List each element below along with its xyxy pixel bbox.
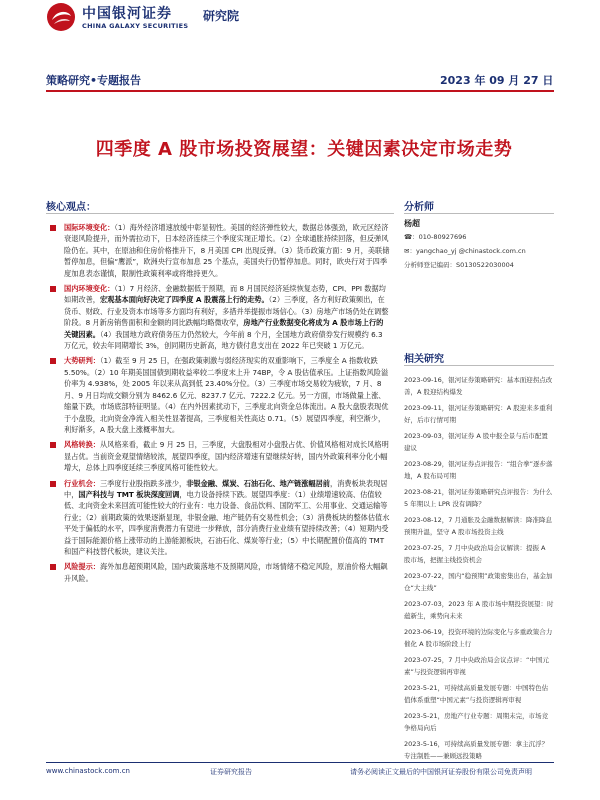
related-research-item[interactable]: 2023-07-25，7 月中央政治局会议点评：“中国元素”与投资逻辑再审视 — [404, 656, 549, 676]
core-view-segment: （1）7 月经济、金融数据低于预期，而 8 月国民经济延续恢复态势，CPI、PPI 数据均如期改善， — [64, 284, 386, 305]
related-rule — [404, 365, 554, 366]
core-view-item — [50, 222, 390, 279]
core-view-text — [64, 283, 390, 351]
footer-report-type: 证券研究报告 — [210, 768, 252, 776]
header-rule — [46, 90, 554, 92]
related-list — [404, 374, 554, 766]
core-view-segment: （2）三季度，各方利好政策频出，在货币、财政、行业及资本市场等多方面均有利好，多措并举提振市场信心。（3）房地产市场仍处在调整阶段。8 月新房销售面积和金额的同比跌幅均略微收窄， — [64, 295, 389, 328]
related-research-item[interactable]: 2023-07-03，2023 年 A 股市场中期投资展望：时蕴新生，乘势向未来 — [404, 600, 554, 620]
core-view-text — [64, 222, 390, 279]
related-research-item[interactable]: 2023-07-22，国内“稳预期”政策密集出台，基金加仓“大主线” — [404, 572, 553, 592]
core-view-item — [50, 478, 390, 558]
institute-label: 研究院 — [203, 9, 240, 23]
email-icon: ✉： — [404, 247, 416, 255]
core-view-item — [50, 439, 390, 473]
report-category: 策略研究•专题报告 — [46, 74, 142, 87]
analyst-email — [404, 246, 526, 256]
core-views-rule — [46, 213, 394, 214]
core-views-heading: 核心观点： — [46, 202, 96, 213]
related-research-item[interactable]: 2023-5-21，可持续高质量发展专题：中国特色估值体系重塑“中国元素”与投资逻辑再审视 — [404, 684, 549, 704]
core-view-highlight: 宏观基本面向好决定了四季度 A 股震荡上行的走势。 — [99, 295, 269, 305]
related-research-item[interactable]: 2023-08-12，7 月通胀及金融数据解读：降准降息预期升温，坚守 A 股市场投资主线 — [404, 516, 552, 536]
core-view-label: 大势研判： — [64, 356, 100, 366]
logo-chinese-name: 中国银河证券 — [82, 6, 172, 22]
bullet-icon — [50, 225, 56, 231]
core-view-label: 国际环境变化： — [64, 223, 115, 232]
core-view-label: 国内环境变化： — [64, 284, 115, 294]
core-view-text — [64, 478, 390, 558]
footer-rule — [46, 762, 554, 763]
related-research-item[interactable]: 2023-5-16，可持续高质量发展专题：拿主沉浮？专注制胜——兼顾远投策略 — [404, 740, 549, 760]
bullet-icon — [50, 481, 56, 487]
core-view-segment: 海外加息超预期风险，国内政策落地不及预期风险，市场情绪不稳定风险，原油价格大幅飙升风险。 — [64, 562, 388, 583]
related-research-item[interactable]: 2023-07-25，7 月中央政治局会议解读：提振 A 股市场，把握主线投资机会 — [404, 544, 546, 564]
related-research-item[interactable]: 2023-08-21，银河证券策略研究点评报告：为什么 5 年期以上 LPR 没有调降？ — [404, 488, 553, 508]
related-research-item[interactable]: 2023-09-11，银河证券策略研究：A 股迎来多重利好，后市行情可期 — [404, 404, 553, 424]
core-view-highlight: 国产科技与 TMT 板块深度回调 — [78, 489, 180, 499]
bullet-icon — [50, 564, 56, 570]
bullet-icon — [50, 286, 56, 292]
footer-website[interactable]: www.chinastock.com.cn — [46, 767, 130, 775]
core-view-label: 风格转换： — [64, 440, 100, 450]
related-research-item[interactable]: 2023-5-21，房地产行业专题：周期未完，市场竞争格局向后 — [404, 712, 549, 732]
related-research-item[interactable]: 2023-09-03，银河证券 A 股中报全景与后市配置建议 — [404, 432, 548, 452]
core-view-highlight: 非银金融、煤炭、石油石化、地产链涨幅居前 — [186, 478, 330, 488]
core-view-highlight: 房地产行业数据变化将成为 A 股市场上行的关键因素。 — [64, 318, 384, 339]
analyst-cert: 分析师登记编码：S0130522030004 — [404, 261, 514, 269]
core-view-segment: 从风格来看，截止 9 月 25 日，三季度，大盘股相对小盘股占优、价值风格相对成长风格明显占优。当前资金观望情绪较浓，展望四季度，国内经济增速有望继续好转，国内外政策利率分化小幅增大，总体上四季度延续三季度风格可能性较大。 — [64, 440, 389, 473]
core-view-item — [50, 355, 390, 435]
analyst-name: 杨超 — [404, 219, 420, 228]
analyst-email-text[interactable]: yangchao_yj @chinastock.com.cn — [415, 247, 526, 255]
logo — [46, 2, 76, 32]
core-view-label: 风险提示： — [64, 562, 100, 572]
galaxy-logo-icon — [46, 2, 76, 32]
analyst-phone: ☎：010-80927696 — [404, 233, 467, 241]
related-research-item[interactable]: 2023-08-29，银河证券点评报告：“组合拳”逐步落地，A 股布局可期 — [404, 460, 553, 480]
core-view-text — [64, 561, 390, 584]
core-view-segment: （4）我国地方政府债务压力仍然较大，今年前 8 个月，全国地方政府债券发行规模约 6.3 万亿元，较去年同期增长 3%，创同期历史新高，地方债付息支出在 2022 年已突破 1 万亿元。 — [64, 329, 383, 351]
core-view-label: 行业机会： — [64, 478, 100, 488]
analyst-heading: 分析师 — [404, 202, 434, 213]
core-view-item — [50, 561, 390, 584]
footer-disclaimer: 请务必阅读正文最后的中国银河证券股份有限公司免责声明 — [350, 768, 532, 776]
logo-english-name: CHINA GALAXY SECURITIES — [82, 22, 189, 30]
related-research-item[interactable]: 2023-09-16，银河证券策略研究：基本面迎拐点改善，A 股迎结构爆发 — [404, 376, 553, 396]
related-research-item[interactable]: 2023-06-19，投资环境的边际变化与多重政策合力催化 A 股市场阶段上行 — [404, 628, 553, 648]
core-view-segment: 三季度行业股指跌多涨少， — [99, 478, 187, 488]
core-view-item — [50, 283, 390, 351]
core-view-text — [64, 355, 390, 435]
core-views-list — [50, 222, 390, 588]
report-date: 2023 年 09 月 27 日 — [440, 74, 554, 87]
core-view-segment: （1）海外经济增速放缓中彰显韧性。美国的经济弹性较大，数据总体强劲，欧元区经济衰退风险提升，而外需拉动下，日本经济连续三个季度实现正增长。（2）全球通胀持续回落，但反弹风险仍在。其中，在原油和住房价格推升下，8 月美国 CPI 出现反弹。（3）货币政策方面：9 月，美联储暂停加息，但偏“鹰派”，欧洲央行宣布加息 25 个基点，美国央行仍暂停加息。同时，欧央行对于四季度加息表态谨慎，限制性政策利率或将维持更久。 — [64, 223, 390, 278]
report-title: 四季度 A 股市场投资展望：关键因素决定市场走势 — [95, 139, 513, 160]
related-heading: 相关研究 — [404, 354, 444, 365]
bullet-icon — [50, 358, 56, 364]
core-view-segment: （1）截至 9 月 25 日，在强政策刺激与弱经济现实的双重影响下，三季度全 A 指数收跌 5.50%。（2）10 年期美国国债到期收益率较二季度末上升 74BP，令 A 股估值承压。上证指数风险溢价率为 4.938%，处 2005 年以来从高到低 23.40%分位。（3）三季度市场交易较为疲软，7 月、8 月、9 月日均成交额分别为 8462.6 亿元、8237.7 亿元、7222.2 亿元。另一方面，市场做量上涨、缩量下跌，市场底部特征明显。（4）在内外因素扰动下，三季度北向资金总体流出。A 股大盘股表现优于小盘股，北向资金净流入相关性显著提高，三季度相关性高达 0.71。（5）展望四季度，利空渐少，利好渐多，A 股大盘上涨概率加大。 — [64, 356, 389, 434]
bullet-icon — [50, 442, 56, 448]
core-view-segment: ，消费板块表现居中， — [64, 478, 388, 499]
core-view-text — [64, 439, 390, 473]
core-view-segment: ，电力设备持续下跌。展望四季度：（1）业绩增速较高、估值较低、北向资金未来回流可能性较大的行业有：电力设备、食品饮料、国防军工、公用事业、交通运输等行业；（2）前期政策的效果逐渐显现，非银金融、地产链仍有交易性机会；（3）消费板块的整体估值水平处于偏低的水平，四季度消费潜力有望进一步释放，部分消费行业业绩有望持续改善；（4）短期内受益于国际能源价格上涨带动的上游能源板块，石油石化、煤炭等行业；（5）中长期配置价值高的 TMT 和国产科技替代板块，建议关注。 — [64, 489, 390, 556]
analyst-rule — [404, 213, 554, 214]
